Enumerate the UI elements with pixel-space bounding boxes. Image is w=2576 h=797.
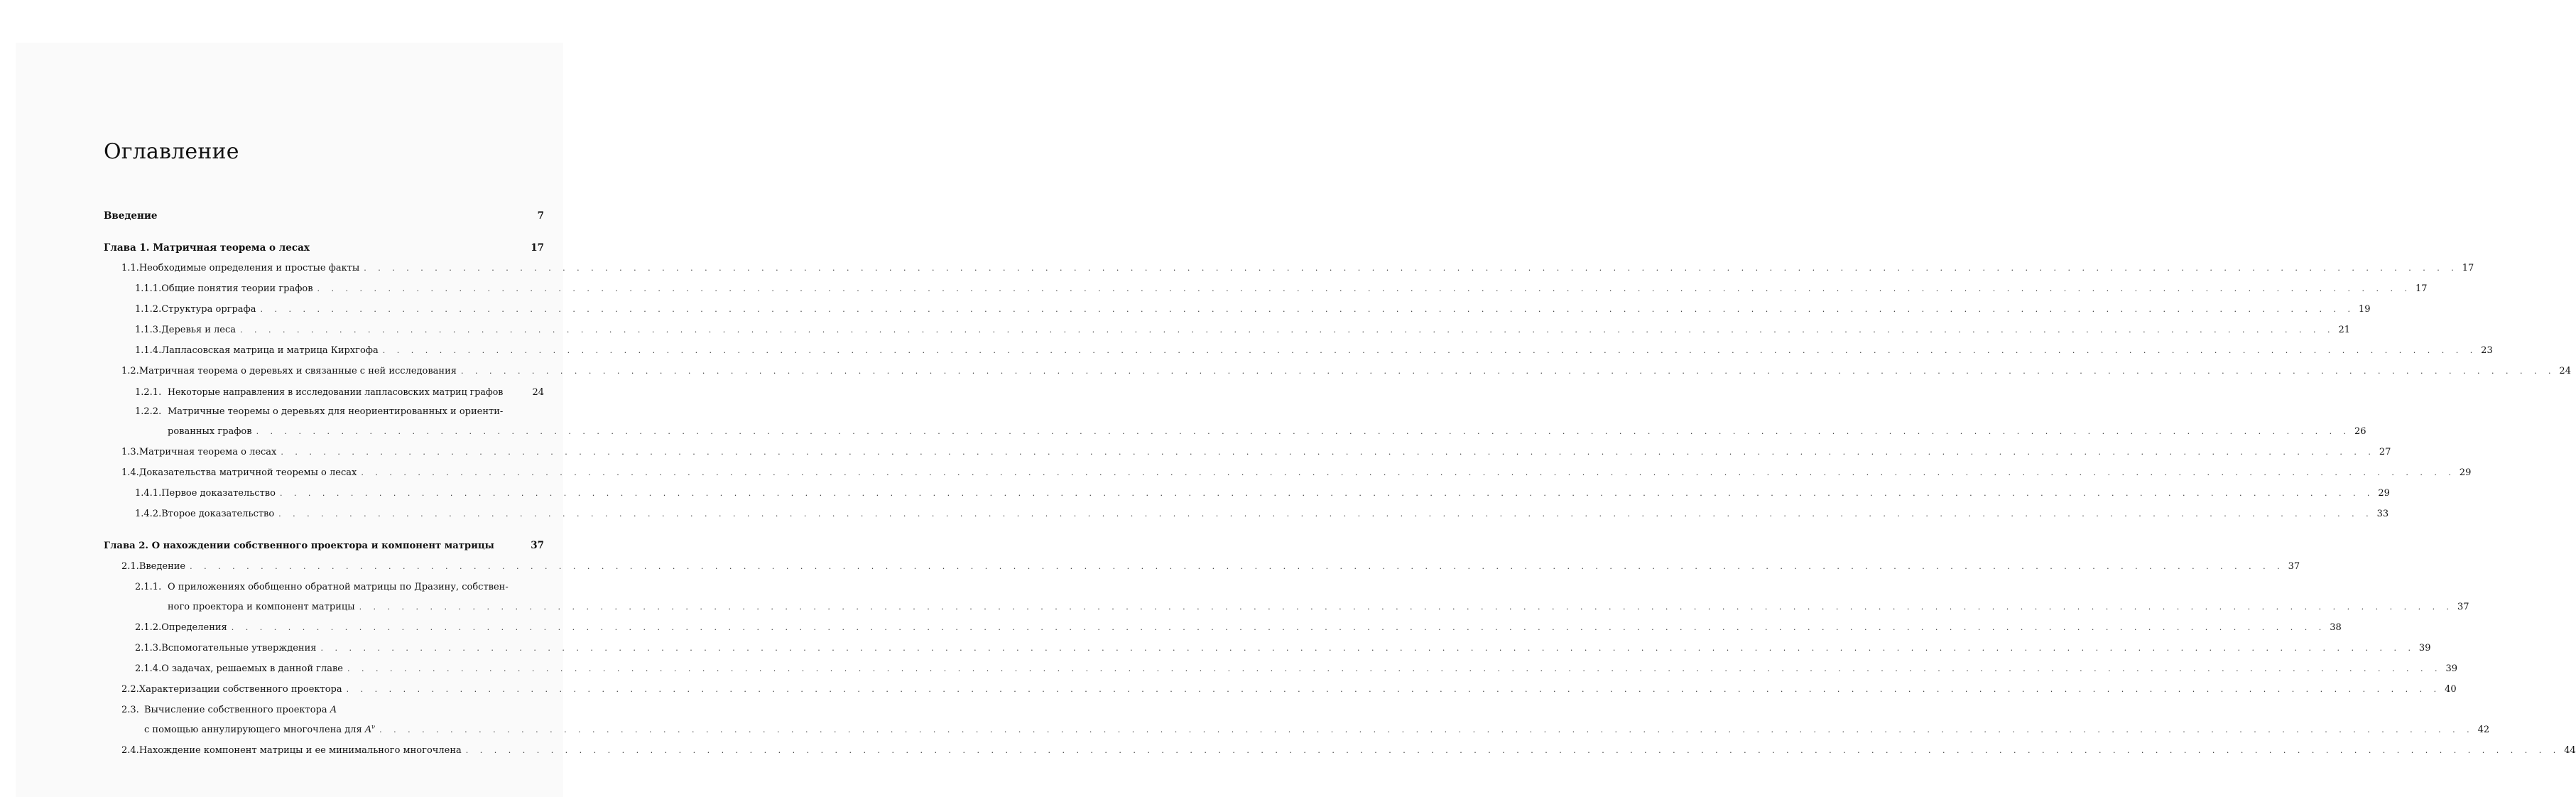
- dot-leader: [347, 661, 2442, 677]
- toc-page-number: 40: [2445, 684, 2457, 695]
- toc-page-number: 37: [531, 540, 544, 551]
- toc-chapter-2[interactable]: [104, 538, 544, 553]
- dot-leader: [280, 486, 2374, 501]
- toc-subsection-number: 1.2.1.: [135, 387, 162, 398]
- toc-section-title: Матричная теорема о лесах: [138, 447, 277, 457]
- dot-leader: [347, 682, 2441, 698]
- dot-leader: [364, 261, 2458, 276]
- toc-subsection-2-1-3[interactable]: [135, 641, 2431, 656]
- toc-page-number: 23: [2481, 345, 2493, 356]
- toc-section-2-3[interactable]: [121, 703, 544, 718]
- toc-chapter-label: Глава 2. О нахождении собственного проектора и компонент матрицы: [104, 541, 494, 551]
- toc-subsection-title-continuation: рованных графов: [168, 426, 252, 437]
- toc-page-number: 21: [2338, 325, 2351, 335]
- toc-subsection-1-1-1[interactable]: [135, 281, 2428, 297]
- toc-subsection-title-continuation: ного проектора и компонент матрицы: [168, 602, 355, 612]
- dot-leader: [256, 424, 2351, 440]
- toc-subsection-number: 1.1.2.: [135, 304, 162, 315]
- dot-leader: [317, 281, 2412, 297]
- dot-leader: [361, 465, 2455, 481]
- toc-page-number: 24: [2559, 366, 2571, 376]
- toc-section-title: Доказательства матричной теоремы о лесах: [138, 467, 357, 478]
- toc-page-number: 33: [2376, 509, 2389, 519]
- toc-subsection-1-2-2-continuation[interactable]: [168, 424, 2366, 440]
- toc-subsection-number: 1.4.2.: [135, 509, 162, 519]
- toc-page-number: 39: [2418, 643, 2431, 654]
- toc-subsection-number: 2.1.4.: [135, 663, 162, 674]
- toc-page-number: 7: [537, 210, 544, 222]
- toc-subsection-1-4-2[interactable]: [135, 506, 2389, 522]
- toc-subsection-1-2-1[interactable]: [135, 384, 544, 400]
- toc-section-2-1[interactable]: [121, 559, 2300, 575]
- toc-section-title: [144, 703, 337, 718]
- toc-subsection-number: 1.1.3.: [135, 325, 162, 335]
- toc-entry-introduction[interactable]: [104, 208, 544, 224]
- toc-subsection-title: Вспомогательные утверждения: [161, 643, 317, 654]
- toc-section-title: Характеризации собственного проектора: [138, 684, 342, 695]
- toc-page-number: 27: [2379, 447, 2391, 457]
- math-superscript: ν: [371, 723, 376, 730]
- toc-page-number: 42: [2477, 725, 2490, 735]
- toc-page-number: 17: [531, 242, 544, 254]
- toc-section-number: 1.3.: [121, 447, 139, 457]
- dot-leader: [379, 722, 2474, 738]
- toc-page-number: 37: [2457, 602, 2469, 612]
- toc-subsection-title: Структура орграфа: [161, 304, 256, 315]
- dot-leader: [383, 343, 2477, 359]
- page-title: Оглавление: [104, 139, 239, 164]
- toc-page-number: 17: [2415, 283, 2428, 294]
- toc-section-2-4[interactable]: [121, 743, 2576, 759]
- toc-section-1-2[interactable]: [121, 364, 2571, 379]
- toc-section-title-continuation-text: с помощью аннулирующего многочлена для: [144, 725, 362, 735]
- toc-subsection-number: 1.2.2.: [135, 406, 162, 417]
- toc-subsection-title: Первое доказательство: [161, 488, 276, 499]
- toc-section-number: 1.2.: [121, 366, 139, 376]
- dot-leader: [461, 364, 2555, 379]
- toc-subsection-number: 1.1.4.: [135, 345, 162, 356]
- toc-subsection-2-1-1-continuation[interactable]: [168, 600, 2469, 615]
- toc-section-title: Нахождение компонент матрицы и ее минимального многочлена: [138, 745, 462, 756]
- toc-page-number: 19: [2358, 304, 2371, 315]
- dot-leader: [232, 620, 2326, 636]
- toc-section-number: 1.4.: [121, 467, 139, 478]
- dot-leader: [466, 743, 2560, 759]
- toc-section-title: Матричная теорема о деревьях и связанные с ней исследования: [138, 366, 457, 376]
- toc-page-number: 29: [2378, 488, 2390, 499]
- toc-subsection-title: Матричные теоремы о деревьях для неориентированных и ориенти-: [168, 406, 504, 417]
- dot-leader: [240, 322, 2335, 338]
- toc-section-title: Необходимые определения и простые факты: [138, 263, 360, 273]
- toc-section-1-3[interactable]: [121, 445, 2391, 460]
- toc-section-number: 2.2.: [121, 684, 139, 695]
- dot-leader: [278, 506, 2373, 522]
- toc-subsection-1-2-2[interactable]: [135, 404, 544, 420]
- toc-page-number: 26: [2354, 426, 2366, 437]
- toc-subsection-title: Определения: [161, 622, 227, 633]
- toc-section-title-text: Вычисление собственного проектора: [144, 705, 327, 715]
- toc-subsection-title: О приложениях обобщенно обратной матрицы по Дразину, собствен-: [168, 582, 509, 592]
- toc-page-number: 39: [2445, 663, 2458, 674]
- math-variable: A: [330, 705, 337, 715]
- toc-page-number: 37: [2288, 561, 2300, 572]
- dot-leader: [190, 559, 2284, 575]
- toc-section-1-1[interactable]: [121, 261, 2474, 276]
- toc-entry-label: Введение: [104, 210, 158, 222]
- toc-chapter-label: Глава 1. Матричная теорема о лесах: [104, 242, 310, 254]
- toc-subsection-title: О задачах, решаемых в данной главе: [161, 663, 344, 674]
- toc-page-number: 38: [2330, 622, 2342, 633]
- toc-subsection-number: 1.1.1.: [135, 283, 162, 294]
- toc-subsection-title: Второе доказательство: [161, 509, 275, 519]
- dot-leader: [320, 641, 2415, 656]
- toc-subsection-number: 2.1.1.: [135, 582, 162, 592]
- toc-subsection-2-1-2[interactable]: [135, 620, 2342, 636]
- toc-page-number: 17: [2462, 263, 2474, 273]
- toc-subsection-1-1-4[interactable]: [135, 343, 2493, 359]
- toc-subsection-title: Некоторые направления в исследовании лапласовских матриц графов: [168, 386, 504, 397]
- toc-page-number: 24: [532, 387, 544, 398]
- toc-section-title: Введение: [138, 561, 186, 572]
- toc-section-number: 1.1.: [121, 263, 139, 273]
- toc-subsection-title: Деревья и леса: [161, 325, 237, 335]
- toc-subsection-number: 2.1.3.: [135, 643, 162, 654]
- dot-leader: [359, 600, 2454, 615]
- toc-subsection-title: Лапласовская матрица и матрица Кирхгофа: [161, 345, 379, 356]
- dot-leader: [260, 302, 2354, 318]
- toc-subsection-2-1-1[interactable]: [135, 580, 544, 595]
- toc-page-number: 44: [2564, 745, 2576, 756]
- toc-section-number: 2.4.: [121, 745, 139, 756]
- toc-subsection-title: Общие понятия теории графов: [161, 283, 313, 294]
- toc-section-number: 2.3.: [121, 705, 139, 715]
- toc-section-1-4[interactable]: [121, 465, 2472, 481]
- math-variable: A: [364, 725, 372, 735]
- toc-subsection-2-1-4[interactable]: [135, 661, 2458, 677]
- toc-chapter-1[interactable]: [104, 240, 544, 256]
- toc-page-number: 29: [2459, 467, 2472, 478]
- toc-section-title-continuation: [144, 722, 375, 738]
- toc-subsection-1-1-3[interactable]: [135, 322, 2351, 338]
- toc-subsection-number: 1.4.1.: [135, 488, 162, 499]
- toc-subsection-number: 2.1.2.: [135, 622, 162, 633]
- toc-section-number: 2.1.: [121, 561, 139, 572]
- toc-section-2-3-continuation[interactable]: [144, 722, 2490, 738]
- toc-subsection-1-1-2[interactable]: [135, 302, 2371, 318]
- toc-subsection-1-4-1[interactable]: [135, 486, 2390, 501]
- toc-section-2-2[interactable]: [121, 682, 2457, 698]
- dot-leader: [281, 445, 2375, 460]
